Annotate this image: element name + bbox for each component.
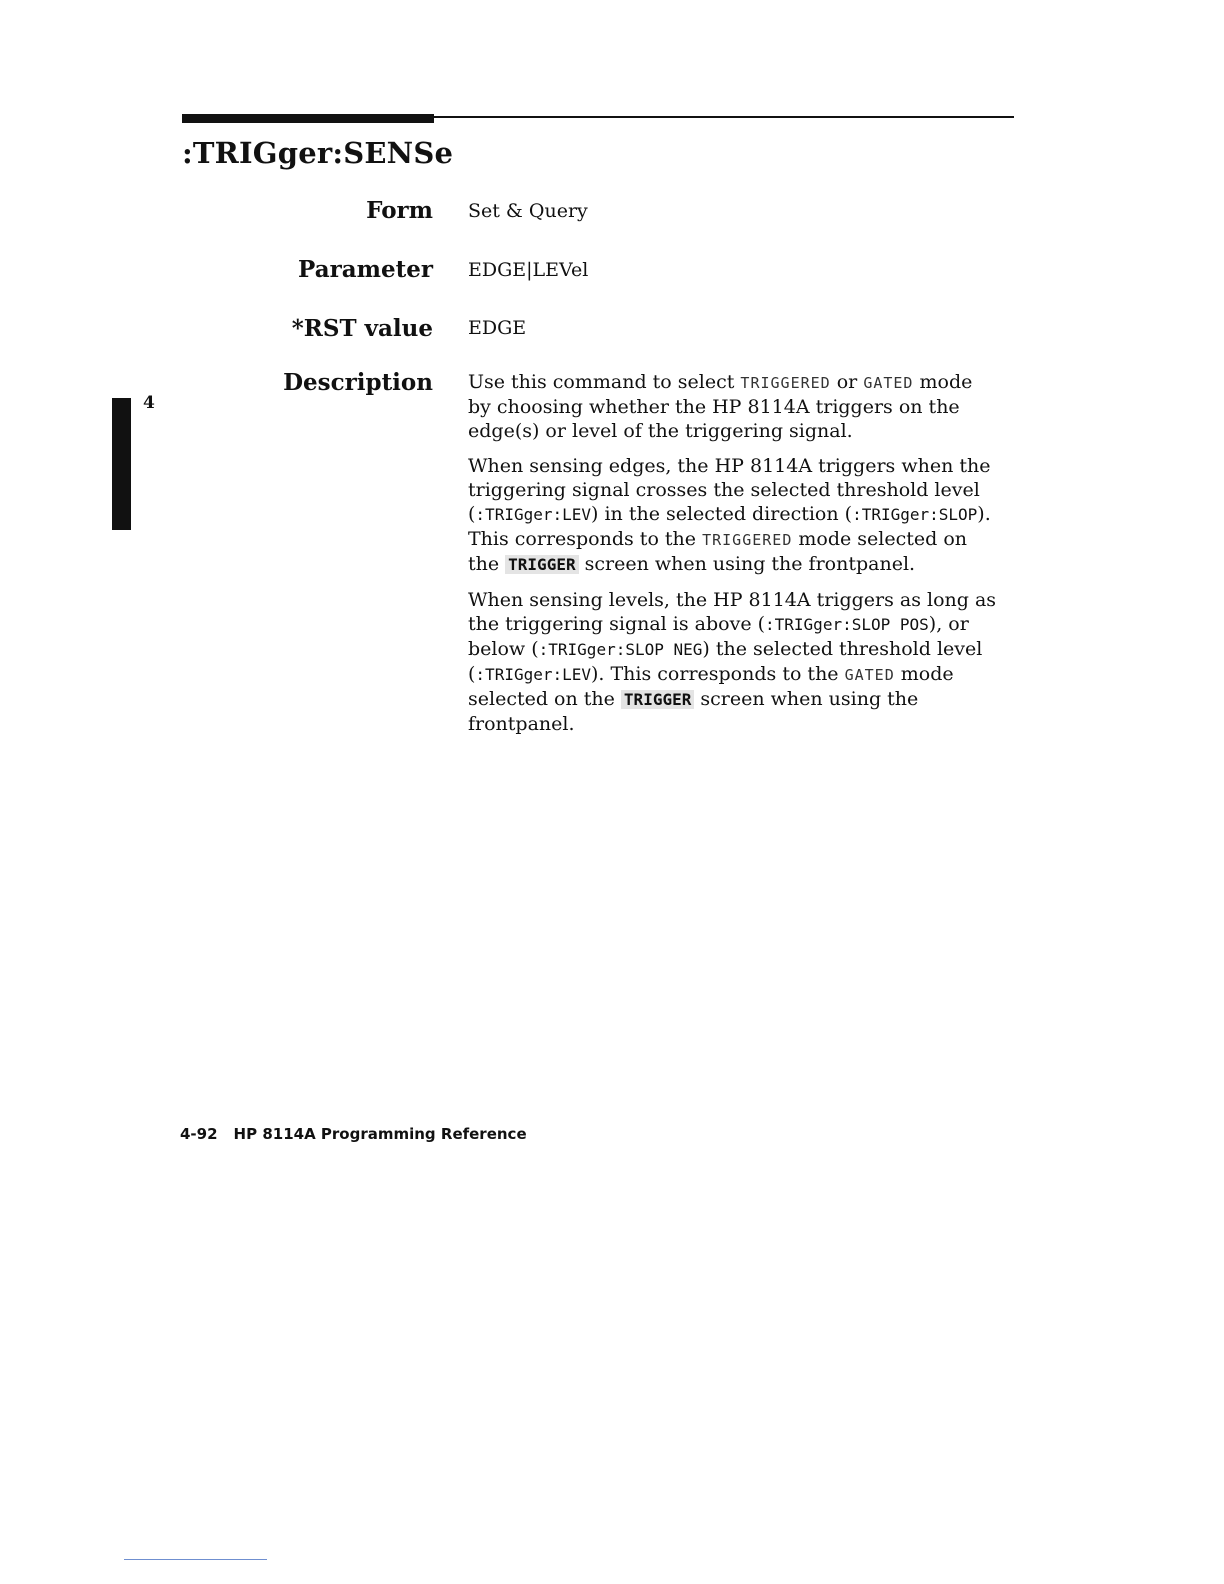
rst-value-label: *RST value bbox=[291, 315, 433, 342]
rst-value: EDGE bbox=[468, 317, 527, 339]
page-footer bbox=[180, 1125, 527, 1143]
lcd-text-triggered: TRIGGERED bbox=[740, 374, 831, 392]
parameter-label: Parameter bbox=[298, 256, 433, 283]
parameter-value: EDGE|LEVel bbox=[468, 259, 589, 281]
code-trigger-lev: :TRIGger:LEV bbox=[475, 505, 592, 524]
footer-title: HP 8114A Programming Reference bbox=[233, 1125, 527, 1143]
chapter-tab-bar bbox=[112, 398, 131, 530]
description-paragraph-2: When sensing edges, the HP 8114A triggers when the triggering signal crosses the selected threshold level (:TRIGger:LEV) in the selected direction (:TRIGger:SLOP). This corresponds to the TRIGGERED mode selected on the TRIGGER screen when using the frontpanel. bbox=[468, 455, 991, 575]
code-trigger-slop-pos: :TRIGger:SLOP POS bbox=[765, 615, 929, 634]
form-value: Set & Query bbox=[468, 200, 588, 222]
chapter-number: 4 bbox=[143, 393, 155, 413]
bottom-divider bbox=[124, 1559, 267, 1560]
trigger-screen-key: TRIGGER bbox=[505, 555, 578, 574]
page-number: 4-92 bbox=[180, 1125, 218, 1143]
lcd-text-gated: GATED bbox=[863, 374, 914, 392]
code-trigger-slop: :TRIGger:SLOP bbox=[852, 505, 978, 524]
code-trigger-lev: :TRIGger:LEV bbox=[475, 665, 592, 684]
form-label: Form bbox=[366, 197, 433, 224]
header-rule-thin bbox=[434, 116, 1014, 118]
description-paragraph-1: Use this command to select TRIGGERED or GATED mode by choosing whether the HP 8114A triggers on the edge(s) or level of the triggering signal. bbox=[468, 371, 973, 442]
description-body bbox=[468, 370, 998, 747]
trigger-screen-key: TRIGGER bbox=[621, 690, 694, 709]
description-paragraph-3: When sensing levels, the HP 8114A triggers as long as the triggering signal is above (:TRIGger:SLOP POS), or below (:TRIGger:SLOP NEG) the selected threshold level (:TRIGger:LEV). This corresponds to the GATED mode selected on the TRIGGER screen when using the frontpanel. bbox=[468, 589, 997, 735]
lcd-text-gated: GATED bbox=[844, 666, 895, 684]
code-trigger-slop-neg: :TRIGger:SLOP NEG bbox=[538, 640, 703, 659]
header-rule-thick bbox=[182, 114, 434, 123]
description-label: Description bbox=[283, 369, 433, 396]
page-title: :TRIGger:SENSe bbox=[182, 136, 454, 170]
lcd-text-triggered: TRIGGERED bbox=[702, 531, 793, 549]
